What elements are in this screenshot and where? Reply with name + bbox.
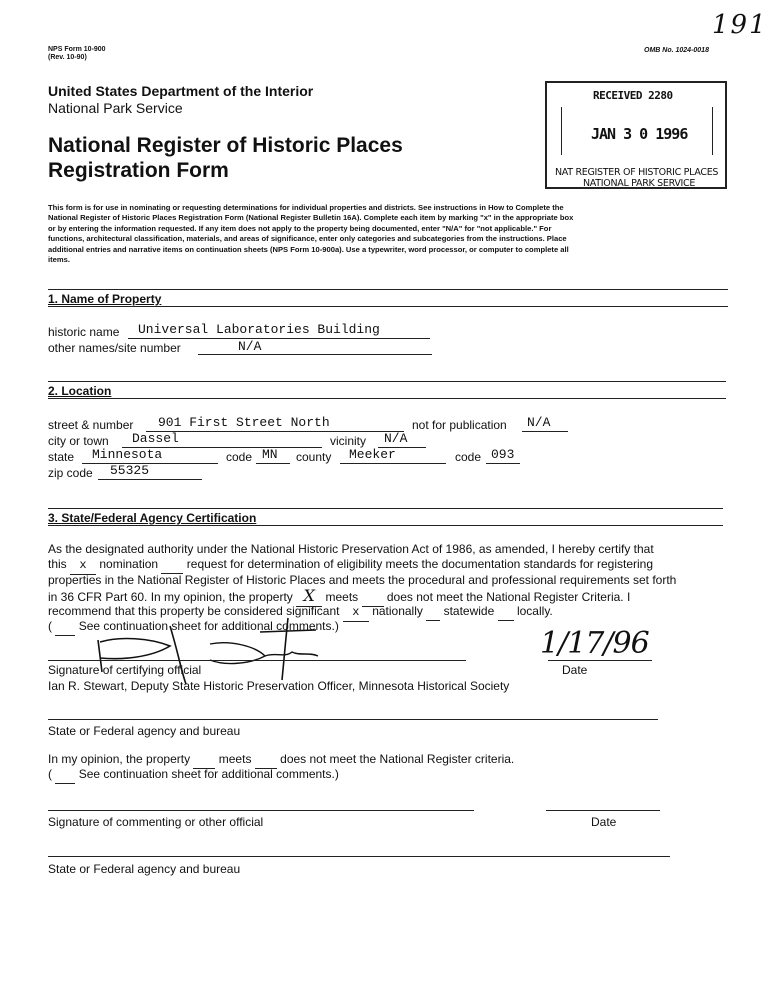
state-underline	[82, 463, 218, 464]
nomination-mark: x	[79, 558, 87, 572]
zip-label: zip code	[48, 466, 93, 480]
street-underline	[146, 431, 404, 432]
section2-heading: 2. Location	[48, 384, 112, 398]
street-value[interactable]: 901 First Street North	[158, 415, 330, 430]
county-value[interactable]: Meeker	[349, 447, 396, 462]
cert-opinion-text: in 36 CFR Part 60. In my opinion, the property	[48, 590, 293, 604]
instructions-line6: items.	[48, 255, 70, 265]
omb-number: OMB No. 1024-0018	[644, 47, 709, 54]
instructions	[48, 203, 738, 265]
not-for-publication-underline	[522, 431, 568, 432]
signature2-label: Signature of commenting or other official	[48, 815, 264, 829]
received-stamp	[545, 81, 727, 189]
section1-top-rule	[48, 289, 728, 290]
agency2-line	[48, 856, 670, 857]
nomination-checkbox[interactable]	[70, 557, 96, 575]
date-line	[548, 660, 652, 661]
nationally-mark: x	[352, 605, 360, 619]
signature2-line	[48, 810, 474, 811]
street-label: street & number	[48, 418, 134, 432]
other-names-value[interactable]: N/A	[238, 339, 262, 354]
signature-label: Signature of certifying official	[48, 663, 202, 677]
instructions-line5: additional entries and narrative items on continuation sheets (NPS Form 10-900a). Use a typewriter, word processor, or computer to complete all	[48, 244, 569, 254]
department-name: United States Department of the Interior	[48, 83, 314, 99]
stamp-date: JAN 3 0 1996	[591, 125, 688, 143]
signature-line	[48, 660, 466, 661]
date2-label: Date	[591, 815, 617, 829]
state-code-underline	[256, 463, 290, 464]
instructions-line4: functions, architectural classification, materials, and areas of significance, enter only categories and subcategories from the instructions. Place	[48, 234, 567, 244]
not-for-publication-value[interactable]: N/A	[527, 415, 551, 430]
cert-meets: meets	[325, 590, 359, 604]
county-label: county	[296, 450, 332, 464]
opinion-text: In my opinion, the property	[48, 752, 191, 766]
certification-line3: properties in the National Register of Historic Places and meets the procedural and professional requirements set forth	[48, 573, 677, 587]
section2-bottom-rule	[48, 398, 726, 399]
form-number-line1: NPS Form 10-900	[48, 46, 106, 53]
state-code-value[interactable]: MN	[262, 447, 278, 462]
other-names-underline	[198, 354, 432, 355]
section1-bottom-rule	[48, 306, 728, 307]
historic-name-label: historic name	[48, 325, 120, 339]
cert-nomination: nomination	[99, 557, 159, 571]
zip-underline	[98, 479, 202, 480]
opinion-meets: meets	[218, 752, 252, 766]
county-code-underline	[486, 463, 520, 464]
cert-statewide: statewide	[443, 604, 495, 618]
state-code-label: code	[226, 450, 253, 464]
state-label: state	[48, 450, 75, 464]
instructions-line3: or by entering the information requested. If any item does not apply to the property being documented, enter "N/A" for "not applicable." For	[48, 223, 552, 233]
instructions-line1: This form is for use in nominating or requesting determinations for individual properties and districts. See instructions in How to Complete the	[48, 203, 564, 212]
cert-this: this	[48, 557, 67, 571]
certification-date-value: 1/17/96	[540, 626, 649, 661]
city-value[interactable]: Dassel	[132, 431, 179, 446]
opinion-open-paren: (	[48, 767, 52, 781]
agency-line	[48, 719, 658, 720]
cert-recommend: recommend that this property be considered significant	[48, 604, 340, 618]
agency2-label: State or Federal agency and bureau	[48, 862, 241, 876]
certification-line2	[48, 557, 738, 575]
form-title-line2: Registration Form	[48, 159, 229, 182]
date2-line	[546, 810, 660, 811]
section1-heading: 1. Name of Property	[48, 292, 162, 306]
date-label: Date	[562, 663, 588, 677]
certifier-name: Ian R. Stewart, Deputy State Historic Preservation Officer, Minnesota Historical Society	[48, 679, 510, 693]
form-number	[48, 46, 106, 62]
stamp-received: RECEIVED 2280	[593, 89, 673, 102]
request-checkbox[interactable]	[161, 557, 183, 574]
zip-value[interactable]: 55325	[110, 463, 150, 478]
handwritten-page-number: 191	[712, 10, 768, 40]
cert-open-paren: (	[48, 619, 52, 633]
certification-line1: As the designated authority under the National Historic Preservation Act of 1986, as amended, I hereby certify that	[48, 542, 654, 556]
agency-label: State or Federal agency and bureau	[48, 724, 241, 738]
locally-checkbox[interactable]	[498, 604, 514, 621]
service-name: National Park Service	[48, 100, 183, 116]
section3-bottom-rule	[48, 525, 723, 526]
opinion-continuation-checkbox[interactable]	[55, 767, 75, 784]
vicinity-label: vicinity	[330, 434, 367, 448]
cert-request-text: request for determination of eligibility meets the documentation standards for registering	[186, 557, 654, 571]
stamp-line2: NATIONAL PARK SERVICE	[583, 178, 696, 189]
section3-heading: 3. State/Federal Agency Certification	[48, 511, 257, 525]
state-value[interactable]: Minnesota	[92, 447, 163, 462]
cert-locally: locally.	[516, 604, 553, 618]
section3-top-rule	[48, 508, 723, 509]
cert-continuation-text: See continuation sheet for additional comments.)	[78, 619, 339, 633]
cert-does-not-meet: does not meet the National Register Criteria. I	[386, 590, 631, 604]
form-number-line2: (Rev. 10-90)	[48, 54, 87, 61]
county-code-value[interactable]: 093	[491, 447, 515, 462]
statewide-checkbox[interactable]	[426, 604, 440, 621]
city-label: city or town	[48, 434, 109, 448]
county-code-label: code	[455, 450, 482, 464]
section2-top-rule	[48, 381, 726, 382]
stamp-line1: NAT REGISTER OF HISTORIC PLACES	[555, 167, 719, 178]
opinion-continuation-text: See continuation sheet for additional comments.)	[78, 767, 339, 781]
opinion-not-meet: does not meet the National Register criteria.	[280, 752, 515, 766]
not-for-publication-label: not for publication	[412, 418, 507, 432]
historic-name-value[interactable]: Universal Laboratories Building	[138, 322, 380, 337]
historic-name-underline	[128, 338, 430, 339]
county-underline	[340, 463, 446, 464]
other-names-label: other names/site number	[48, 341, 181, 355]
vicinity-value[interactable]: N/A	[384, 431, 408, 446]
instructions-line2: National Register of Historic Places Registration Form (National Register Bulletin 16A). Complete each item by marking "x" in the appropriate box	[48, 213, 574, 223]
cert-nationally: nationally	[372, 604, 423, 618]
opinion-line2	[48, 767, 339, 784]
form-title-line1: National Register of Historic Places	[48, 134, 403, 157]
meets-mark: X	[303, 586, 315, 605]
